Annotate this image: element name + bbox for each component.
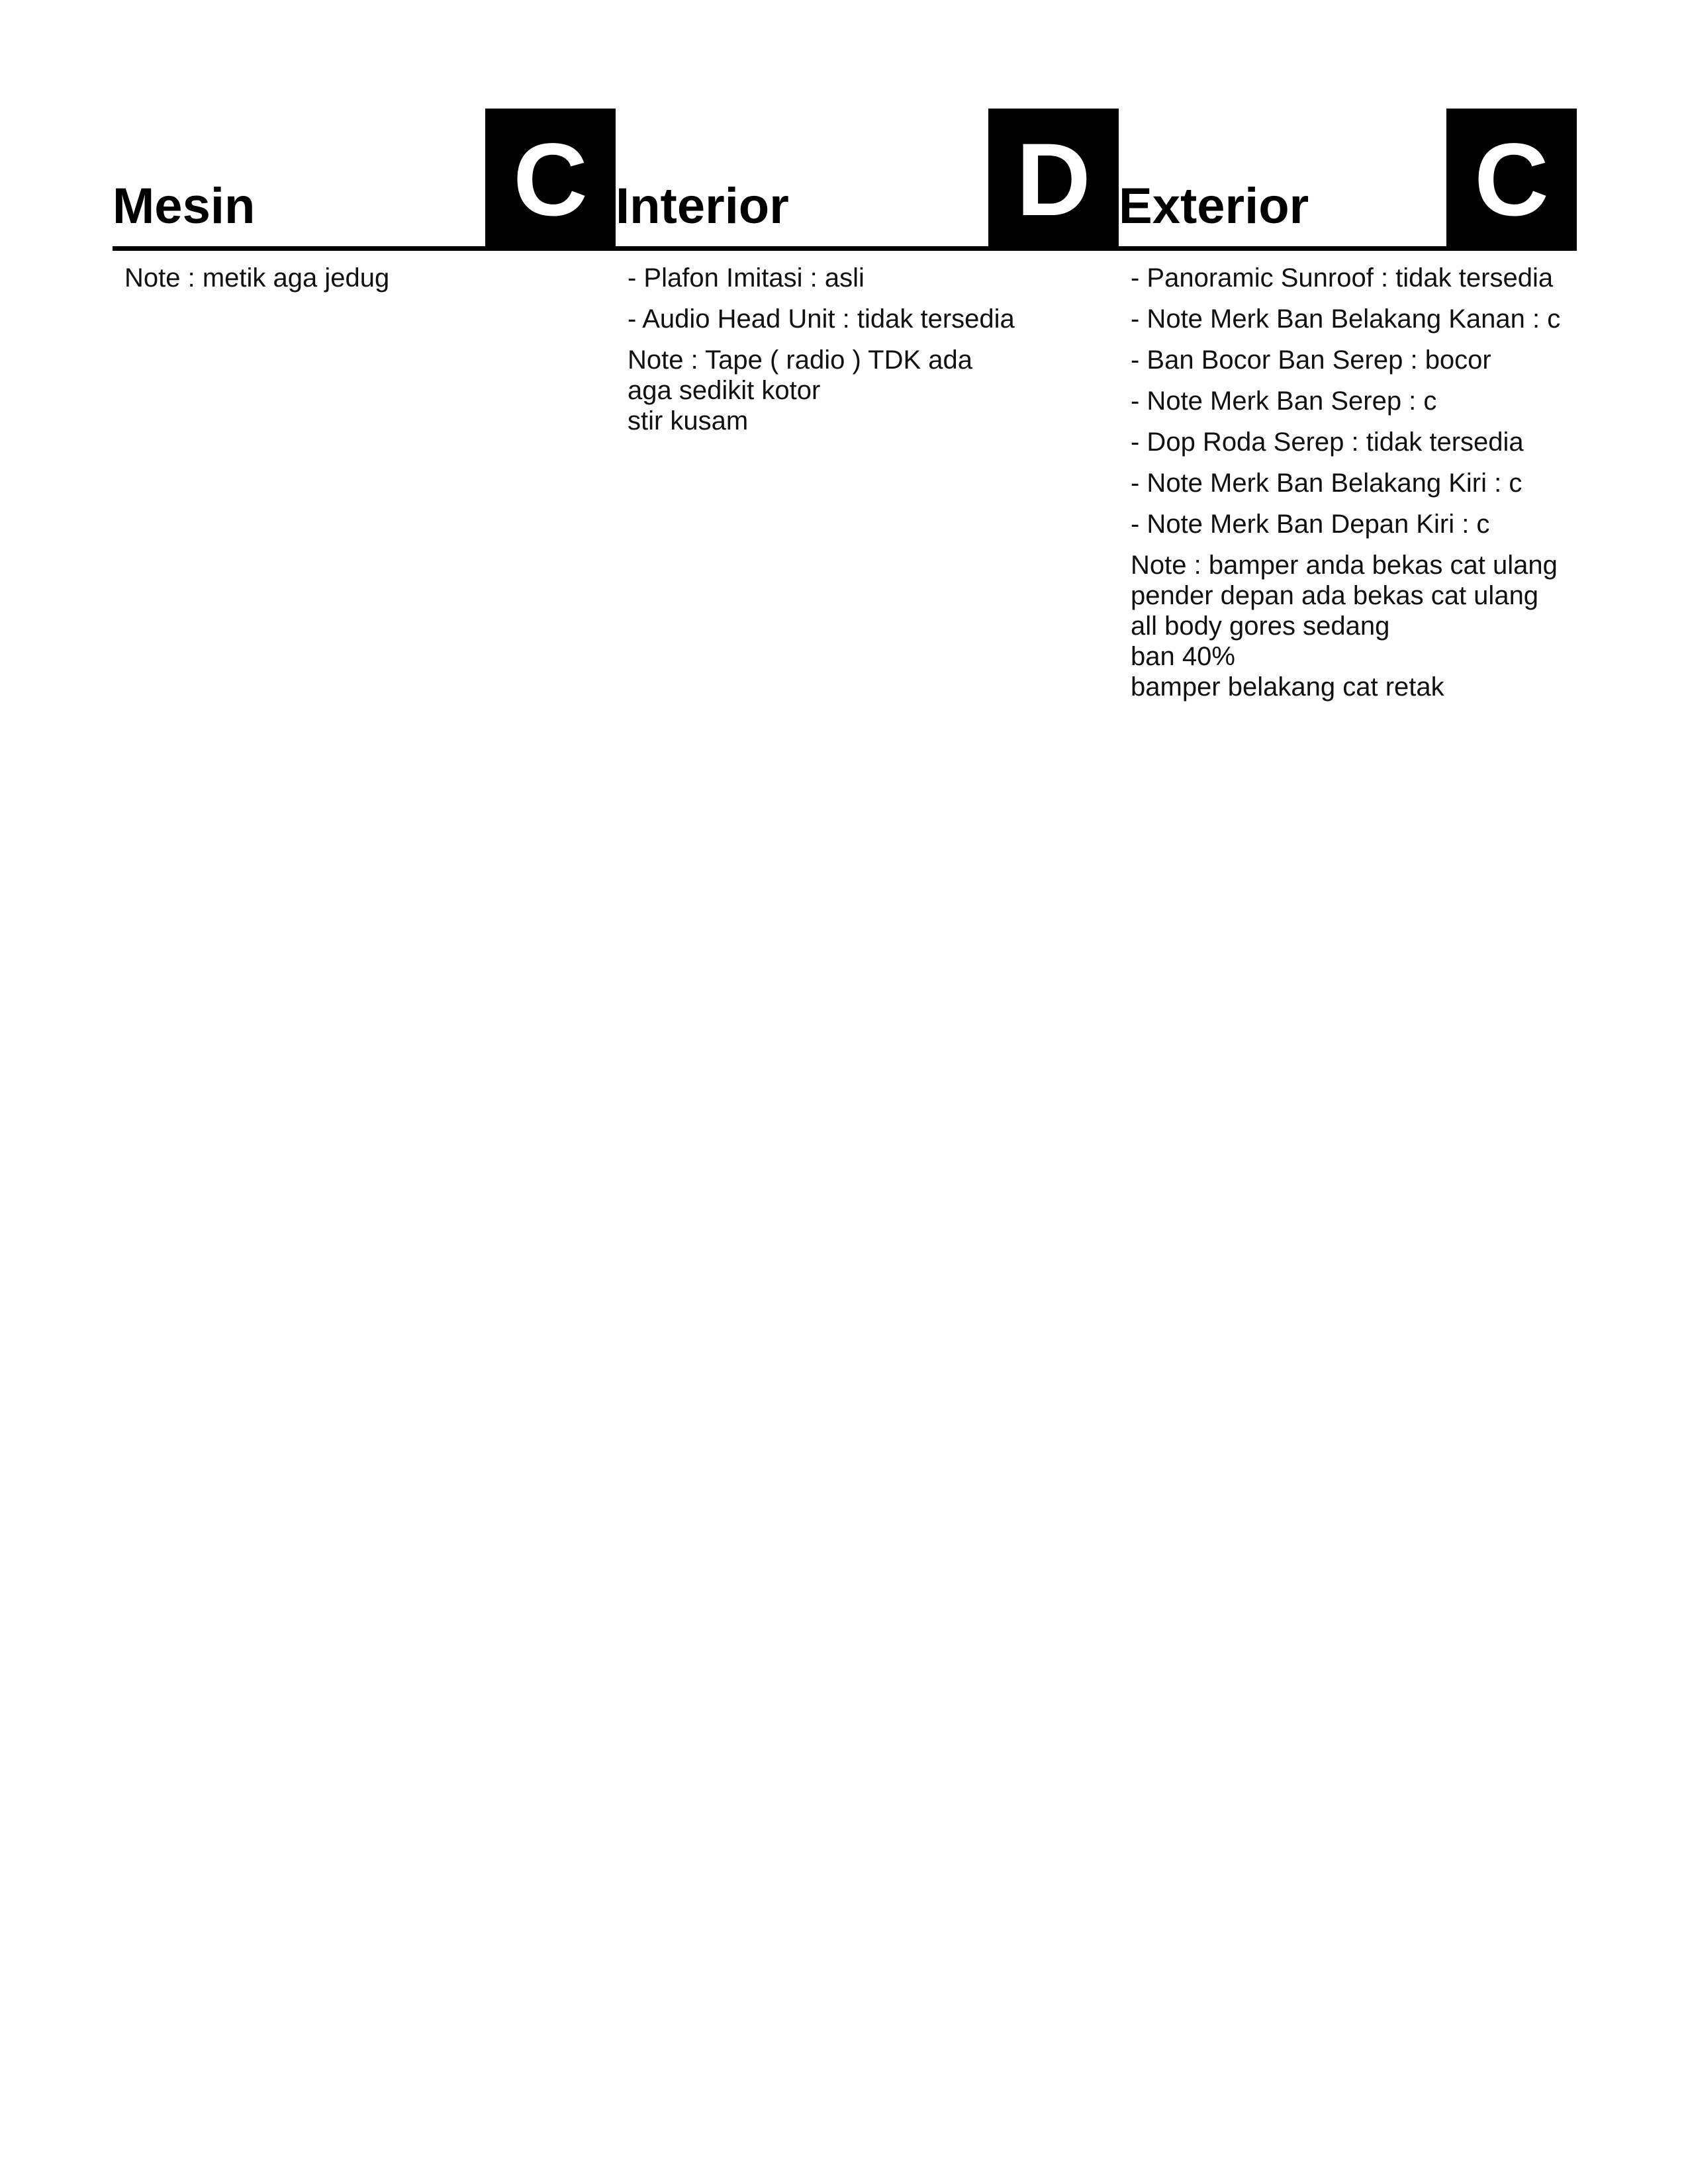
section-header-exterior xyxy=(1119,109,1577,251)
section-header-mesin xyxy=(113,109,616,251)
note-line: stir kusam xyxy=(628,406,749,435)
section-title: Interior xyxy=(616,178,789,234)
note-line: Note : Tape ( radio ) TDK ada xyxy=(628,345,973,375)
list-item: - Note Merk Ban Serep : c xyxy=(1131,387,1437,416)
note-block xyxy=(124,263,561,293)
list-item: - Dop Roda Serep : tidak tersedia xyxy=(1131,428,1524,457)
section-header-interior xyxy=(616,109,1119,251)
note-line: Note : bamper anda bekas cat ulang xyxy=(1131,551,1558,580)
list-item: - Ban Bocor Ban Serep : bocor xyxy=(1131,345,1491,375)
section-interior xyxy=(616,109,1119,436)
note-line: pender depan ada bekas cat ulang xyxy=(1131,581,1539,610)
grade-badge: D xyxy=(988,109,1119,246)
list-item: - Note Merk Ban Belakang Kanan : c xyxy=(1131,304,1561,334)
section-body-interior xyxy=(616,251,1119,436)
list-item: - Note Merk Ban Belakang Kiri : c xyxy=(1131,469,1523,498)
list-item: - Note Merk Ban Depan Kiri : c xyxy=(1131,510,1490,539)
note-block xyxy=(1131,550,1568,702)
list-item: - Plafon Imitasi : asli xyxy=(628,263,865,293)
list-item: - Audio Head Unit : tidak tersedia xyxy=(628,304,1015,334)
note-line: bamper belakang cat retak xyxy=(1131,672,1444,702)
note-line: ban 40% xyxy=(1131,642,1235,671)
section-body-mesin xyxy=(113,251,616,293)
section-body-exterior xyxy=(1119,251,1577,702)
section-exterior xyxy=(1119,109,1577,702)
section-mesin xyxy=(113,109,616,293)
note-line: Note : metik aga jedug xyxy=(124,263,390,293)
note-line: aga sedikit kotor xyxy=(628,376,821,405)
grade-badge: C xyxy=(1446,109,1577,246)
section-title: Exterior xyxy=(1119,178,1309,234)
note-line: all body gores sedang xyxy=(1131,612,1390,641)
list-item: - Panoramic Sunroof : tidak tersedia xyxy=(1131,263,1554,293)
section-title: Mesin xyxy=(113,178,256,234)
grade-badge: C xyxy=(485,109,616,246)
note-block xyxy=(628,345,1064,436)
